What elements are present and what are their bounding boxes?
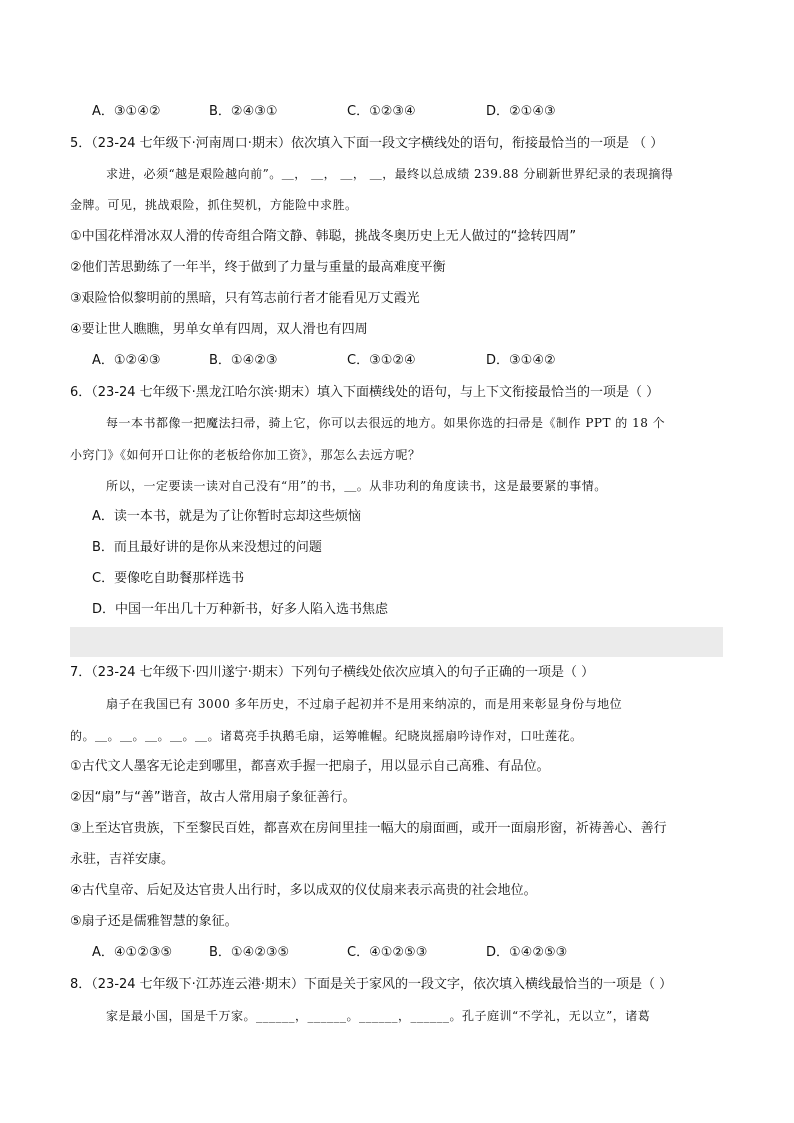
- q7-item: ②因“扇”与“善”谐音，故古人常用扇子象征善行。: [70, 790, 356, 805]
- q7-item: 永驻，吉祥安康。: [70, 852, 175, 867]
- q5-item: ③艰险恰似黎明前的黑暗，只有笃志前行者才能看见万丈霞光: [70, 291, 420, 306]
- q6-passage-line: 每一本书都像一把魔法扫帚，骑上它，你可以去很远的地方。如果你选的扫帚是《制作 PPT 的 18 个: [106, 416, 666, 430]
- option-a: A．④①②③⑤: [92, 945, 173, 960]
- q6-stem: 6．（23-24 七年级下·黑龙江哈尔滨·期末）填入下面横线处的语句，与上下文衔接最恰当的一项是（ ）: [70, 385, 660, 400]
- q6-choice-b: B．而且最好讲的是你从来没想过的问题: [92, 540, 322, 555]
- q7-passage-line: 的。＿。＿。＿。＿。＿。诸葛亮手执鹅毛扇，运筹帷幄。纪晓岚摇扇吟诗作对，口吐莲花。: [70, 729, 583, 743]
- option-d: D．①④②⑤③: [486, 945, 568, 960]
- q5-passage-line: 求进，必须“越是艰险越向前”。＿， ＿， ＿， ＿，最终以总成绩 239.88 分刷新世界纪录的表现摘得: [106, 167, 674, 181]
- option-a: A．③①④②: [92, 104, 161, 119]
- option-c: C．①②③④: [347, 104, 416, 119]
- q5-passage-line: 金牌。可见，挑战艰险，抓住契机，方能险中求胜。: [70, 198, 358, 212]
- q7-item: ⑤扇子还是儒雅智慧的象征。: [70, 914, 238, 929]
- q6-choice-a: A．读一本书，就是为了让你暂时忘却这些烦恼: [92, 509, 361, 524]
- option-d: D．③①④②: [486, 353, 556, 368]
- option-d: D．②①④③: [486, 104, 556, 119]
- q7-item: ①古代文人墨客无论走到哪里，都喜欢手握一把扇子，用以显示自己高雅、有品位。: [70, 759, 550, 774]
- q8-passage-line: 家是最小国，国是千万家。______，______。______，______。孔子庭训“不学礼，无以立”，诸葛: [106, 1009, 651, 1023]
- q5-stem: 5．（23-24 七年级下·河南周口·期末）依次填入下面一段文字横线处的语句，衔接最恰当的一项是 （ ）: [70, 136, 664, 151]
- option-b: B．①④②③: [209, 353, 278, 368]
- option-b: B．①④②③⑤: [209, 945, 290, 960]
- q6-choice-c: C．要像吃自助餐那样选书: [92, 571, 245, 586]
- option-a: A．①②④③: [92, 353, 161, 368]
- option-c: C．③①②④: [347, 353, 416, 368]
- q8-stem: 8．（23-24 七年级下·江苏连云港·期末）下面是关于家风的一段文字，依次填入横线最恰当的一项是（ ）: [70, 977, 673, 992]
- option-c: C．④①②⑤③: [347, 945, 428, 960]
- divider-band: [70, 627, 723, 657]
- q5-item: ④要让世人瞧瞧，男单女单有四周，双人滑也有四周: [70, 322, 368, 337]
- q5-item: ②他们苦思勤练了一年半，终于做到了力量与重量的最高难度平衡: [70, 260, 446, 275]
- q6-passage-line: 小窍门》《如何开口让你的老板给你加工资》，那怎么去远方呢？: [70, 448, 421, 462]
- q7-passage-line: 扇子在我国已有 3000 多年历史，不过扇子起初并不是用来纳凉的，而是用来彰显身份与地位: [106, 697, 623, 711]
- q6-passage-line: 所以，一定要读一读对自己没有“用”的书，＿。从非功利的角度读书，这是最要紧的事情。: [106, 479, 607, 493]
- q7-item: ④古代皇帝、后妃及达官贵人出行时，多以成双的仪仗扇来表示高贵的社会地位。: [70, 883, 537, 898]
- option-b: B．②④③①: [209, 104, 278, 119]
- q7-item: ③上至达官贵族，下至黎民百姓，都喜欢在房间里挂一幅大的扇面画，或开一面扇形窗，祈祷善心、善行: [70, 821, 667, 836]
- q6-choice-d: D．中国一年出几十万种新书，好多人陷入选书焦虑: [92, 602, 389, 617]
- q7-stem: 7．（23-24 七年级下·四川遂宁·期末）下列句子横线处依次应填入的句子正确的一项是（ ）: [70, 665, 595, 680]
- q5-item: ①中国花样滑冰双人滑的传奇组合隋文静、韩聪，挑战冬奥历史上无人做过的“捻转四周”: [70, 229, 577, 244]
